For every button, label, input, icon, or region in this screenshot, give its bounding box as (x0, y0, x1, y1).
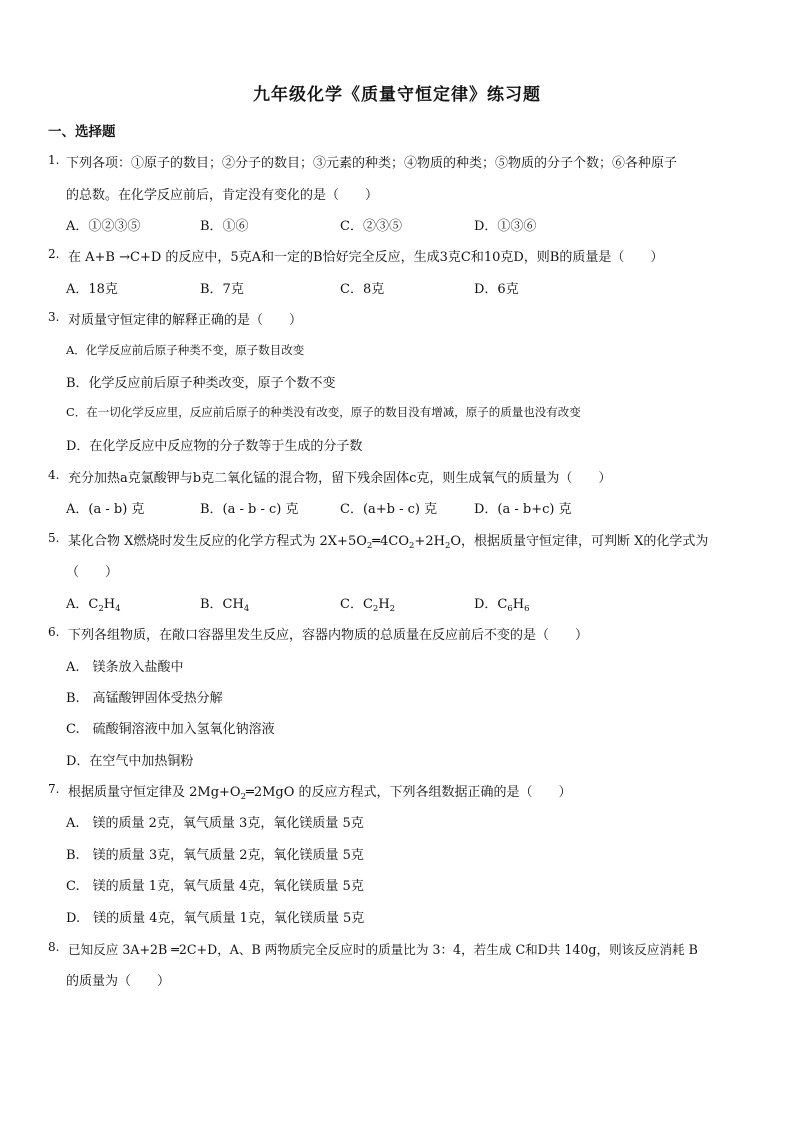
subscript: 2 (409, 541, 415, 551)
option-c[interactable] (340, 593, 395, 612)
question-text (68, 781, 572, 800)
option-a[interactable]: A．18克 (66, 282, 118, 297)
text-segment: +2H (414, 534, 445, 549)
question-text-cont: 的质量为（ ） (66, 974, 171, 989)
question-text-cont: 的总数。在化学反应前后，肯定没有变化的是（ ） (66, 188, 379, 203)
question-number: 1. (48, 153, 60, 167)
question-number: 8. (48, 940, 60, 954)
question-text: 已知反应 3A+2B ═2C+D，A、B 两物质完全反应时的质量比为 3：4，若生成 C和D共 140g，则该反应消耗 B (68, 942, 698, 957)
subscript: 2 (389, 604, 396, 614)
question-text: 下列各组物质，在敞口容器里发生反应，容器内物质的总质量在反应前后不变的是（ ） (68, 628, 589, 643)
option-text: B．CH (200, 597, 244, 612)
subscript: 2 (444, 541, 451, 551)
question-number: 2. (48, 247, 60, 261)
option-text: A．C (66, 597, 99, 612)
question-number: 4. (48, 468, 60, 482)
option-d[interactable]: D．在化学反应中反应物的分子数等于生成的分子数 (66, 439, 363, 454)
option-b[interactable]: B. 高锰酸钾固体受热分解 (66, 691, 223, 706)
subscript: 6 (524, 604, 530, 614)
option-a[interactable] (66, 593, 121, 612)
option-d[interactable]: D．6克 (474, 282, 519, 297)
option-b[interactable]: B．7克 (200, 282, 244, 297)
question-number: 7. (48, 782, 60, 796)
option-b[interactable]: B．①⑥ (200, 219, 249, 234)
section-heading: 一、选择题 (48, 124, 116, 140)
question-text (68, 530, 708, 549)
subscript: 6 (507, 604, 513, 614)
text-segment: 某化合物 X燃烧时发生反应的化学方程式为 2X+5O (68, 534, 367, 549)
option-c[interactable]: C．(a+b - c) 克 (340, 502, 438, 517)
question-text-cont: （ ） (66, 565, 119, 580)
text-segment: 根据质量守恒定律及 2Mg+O (68, 785, 241, 800)
option-text: D．C (474, 597, 508, 612)
option-c[interactable]: C. 硫酸铜溶液中加入氢氧化钠溶液 (66, 722, 275, 737)
text-segment: ═4CO (372, 534, 409, 549)
question-number: 3. (48, 310, 60, 324)
subscript: 4 (115, 604, 121, 614)
option-text: H (103, 597, 116, 612)
text-segment: O，根据质量守恒定律，可判断 X的化学式为 (450, 534, 709, 549)
option-b[interactable]: B．化学反应前后原子种类改变，原子个数不变 (66, 376, 336, 391)
question-number: 5. (48, 531, 60, 545)
question-text: 充分加热a克氯酸钾与b克二氧化锰的混合物，留下残余固体c克，则生成氧气的质量为（ ） (68, 471, 612, 486)
subscript: 2 (240, 792, 247, 802)
option-d[interactable]: D. 镁的质量 4克，氧气质量 1克，氧化镁质量 5克 (66, 911, 365, 926)
text-segment: ═2MgO 的反应方程式，下列各组数据正确的是（ ） (246, 785, 572, 800)
subscript: 2 (372, 604, 379, 614)
option-text: H (512, 597, 525, 612)
page-title: 九年级化学《质量守恒定律》练习题 (253, 85, 541, 105)
option-a[interactable]: A．①②③⑤ (66, 219, 141, 234)
option-text: H (378, 597, 390, 612)
option-a[interactable]: A．(a - b) 克 (66, 502, 145, 517)
question-text: 对质量守恒定律的解释正确的是（ ） (68, 313, 303, 328)
option-d[interactable]: D．①③⑥ (474, 219, 537, 234)
option-c[interactable]: C．②③⑤ (340, 219, 402, 234)
option-a[interactable]: A. 镁的质量 2克，氧气质量 3克，氧化镁质量 5克 (66, 816, 364, 831)
option-c[interactable]: C．在一切化学反应里，反应前后原子的种类没有改变，原子的数目没有增减，原子的质量也没有改变 (66, 405, 581, 419)
option-c[interactable]: C．8克 (340, 282, 385, 297)
option-b[interactable] (200, 593, 249, 612)
option-c[interactable]: C. 镁的质量 1克，氧气质量 4克，氧化镁质量 5克 (66, 879, 364, 894)
option-b[interactable]: B. 镁的质量 3克，氧气质量 2克，氧化镁质量 5克 (66, 848, 364, 863)
subscript: 4 (243, 604, 250, 614)
question-text: 在 A+B →C+D 的反应中，5克A和一定的B恰好完全反应，生成3克C和10克D，则B的质量是（ ） (68, 250, 664, 265)
question-number: 6. (48, 625, 60, 639)
option-d[interactable] (474, 593, 530, 612)
option-a[interactable]: A. 镁条放入盐酸中 (66, 660, 184, 675)
option-b[interactable]: B．(a - b - c) 克 (200, 502, 299, 517)
subscript: 2 (98, 604, 104, 614)
option-d[interactable]: D．(a - b+c) 克 (474, 502, 572, 517)
option-d[interactable]: D．在空气中加热铜粉 (66, 754, 194, 769)
option-a[interactable]: A．化学反应前后原子种类不变，原子数目改变 (66, 343, 305, 357)
subscript: 2 (366, 541, 373, 551)
option-text: C．C (340, 597, 373, 612)
question-text: 下列各项：①原子的数目；②分子的数目；③元素的种类；④物质的种类；⑤物质的分子个数；⑥各种原子 (66, 156, 678, 171)
